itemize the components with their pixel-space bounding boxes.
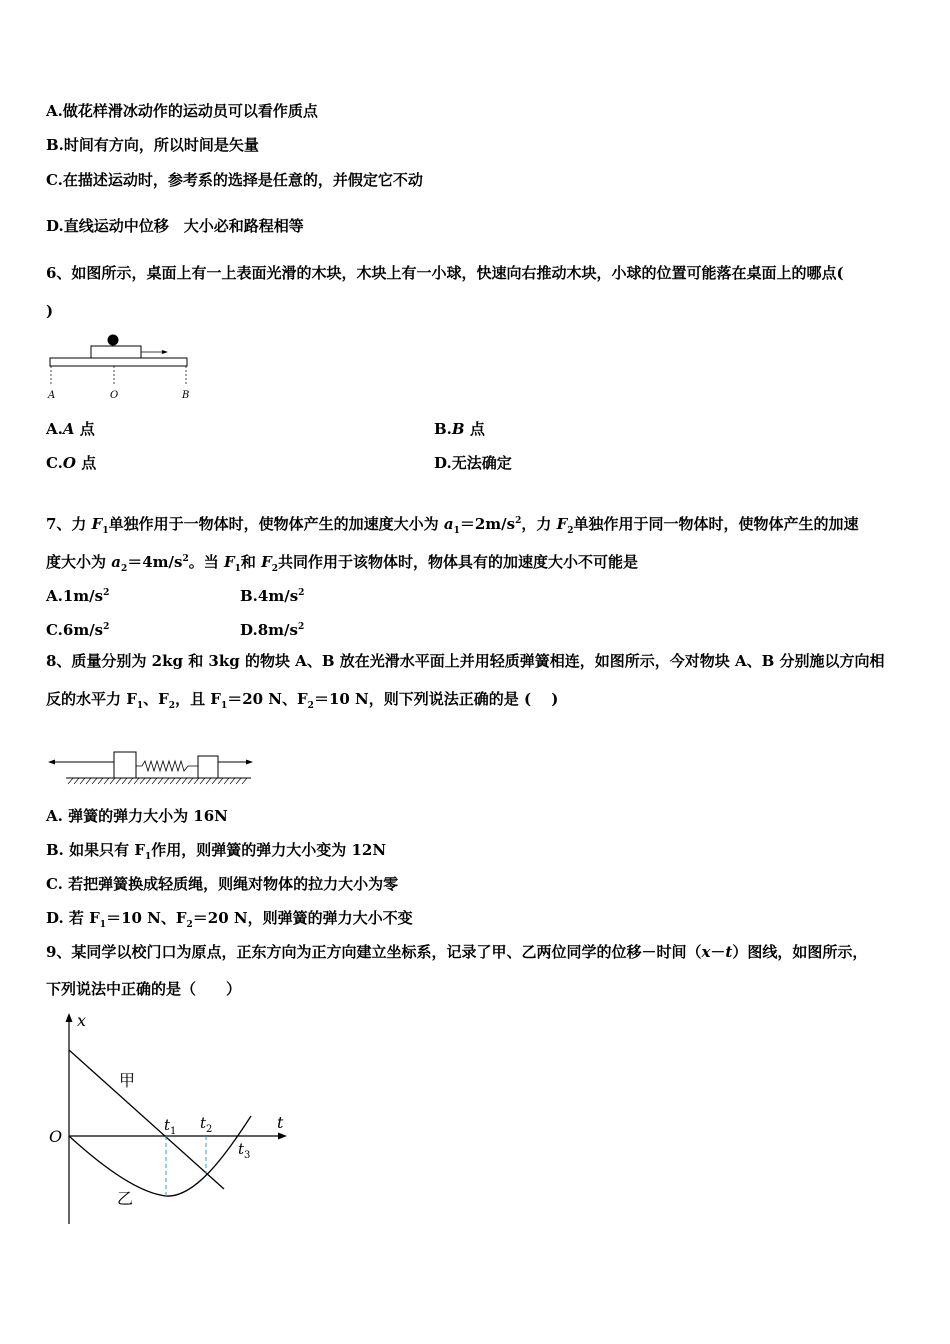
- q5-option-b: B.时间有方向，所以时间是矢量: [46, 136, 259, 154]
- y-axis-arrow-icon: [66, 1013, 73, 1022]
- curve-yi: [69, 1116, 251, 1196]
- q8-option-c: C. 若把弹簧换成轻质绳，则绳对物体的拉力大小为零: [46, 875, 399, 893]
- q7-option-b: $B.4m/s^2$: [240, 587, 305, 605]
- q6-option-b: B.B 点: [434, 420, 485, 438]
- q6-stem-line1: 6、如图所示，桌面上有一上表面光滑的木块，木块上有一小球，快速向右推动木块，小球的位置可能落在桌面上的哪点(: [46, 264, 844, 282]
- q8-option-a: A. 弹簧的弹力大小为 16N: [46, 807, 228, 825]
- ground-hatching: [68, 778, 247, 784]
- q5-option-c: C.在描述运动时，参考系的选择是任意的，并假定它不动: [46, 171, 423, 189]
- push-arrow-head: [162, 350, 168, 354]
- t1-label: $t_1$: [164, 1116, 177, 1137]
- q6-stem-line2: ): [46, 302, 54, 320]
- q9-stem-line2: 下列说法中正确的是（ ）: [46, 980, 242, 998]
- block-b: [198, 756, 218, 778]
- table-top: [50, 358, 187, 366]
- force-f1-arrow-head: [48, 760, 55, 765]
- q8-figure: [46, 748, 256, 790]
- t3-label: $t_3$: [238, 1140, 251, 1161]
- label-a: A: [48, 390, 56, 401]
- y-axis-label: x: [77, 1011, 87, 1030]
- curve-jia-label: 甲: [119, 1071, 136, 1090]
- t2-label: $t_2$: [200, 1114, 213, 1135]
- q6-option-c: C.O 点: [46, 454, 97, 472]
- force-f2-arrow-head: [246, 760, 253, 765]
- q7-option-d: $D.8m/s^2$: [240, 621, 305, 639]
- q8-option-b: B. 如果只有 $F_1$作用，则弹簧的弹力大小变为 12N: [46, 841, 387, 862]
- q8-option-d: D. 若 $F_1=10$ N、$F_2=20$ N，则弹簧的弹力大小不变: [46, 909, 413, 930]
- origin-label: O: [49, 1127, 63, 1146]
- block-a: [114, 752, 136, 778]
- q9-xt-graph: [44, 1008, 294, 1233]
- q7-option-a: $A.1m/s^2$: [46, 587, 110, 605]
- q6-figure: [44, 330, 194, 402]
- q8-stem-line2: 反的水平力 $F_1$、$F_2$，且 $F_1=20$ N、$F_2=10$ N，则下列说法正确的是 ( ): [46, 690, 559, 711]
- curve-yi-label: 乙: [117, 1189, 134, 1208]
- q9-stem-line1: 9、某同学以校门口为原点，正东方向为正方向建立坐标系，记录了甲、乙两位同学的位移－时间（x－t）图线，如图所示，: [46, 943, 868, 961]
- q7-option-c: $C.6m/s^2$: [46, 621, 110, 639]
- wood-block: [91, 346, 141, 358]
- spring: [136, 761, 198, 771]
- label-b: B: [182, 390, 190, 401]
- q6-option-a: A.A 点: [46, 420, 95, 438]
- q7-stem-line2: 度大小为 $a_2=4m/s^2$。当 $F_1$和 $F_2$共同作用于该物体时，物体具有的加速度大小不可能是: [46, 553, 639, 574]
- x-axis-arrow-icon: [278, 1133, 287, 1140]
- label-o: O: [110, 390, 119, 401]
- q5-option-d: D.直线运动中位移 大小必和路程相等: [46, 217, 304, 235]
- q6-option-d: D.无法确定: [434, 454, 512, 472]
- q8-stem-line1: 8、质量分别为 2kg 和 3kg 的物块 A、B 放在光滑水平面上并用轻质弹簧相连，如图所示，今对物块 A、B 分别施以方向相: [46, 652, 885, 670]
- ball-icon: [108, 335, 119, 346]
- q7-stem-line1: 7、力 $F_1$单独作用于一物体时，使物体产生的加速度大小为 $a_1=2m/s^2$，力 $F_2$单独作用于同一物体时，使物体产生的加速: [46, 515, 859, 536]
- q5-option-a: A.做花样滑冰动作的运动员可以看作质点: [46, 102, 318, 120]
- x-axis-label: t: [277, 1113, 284, 1132]
